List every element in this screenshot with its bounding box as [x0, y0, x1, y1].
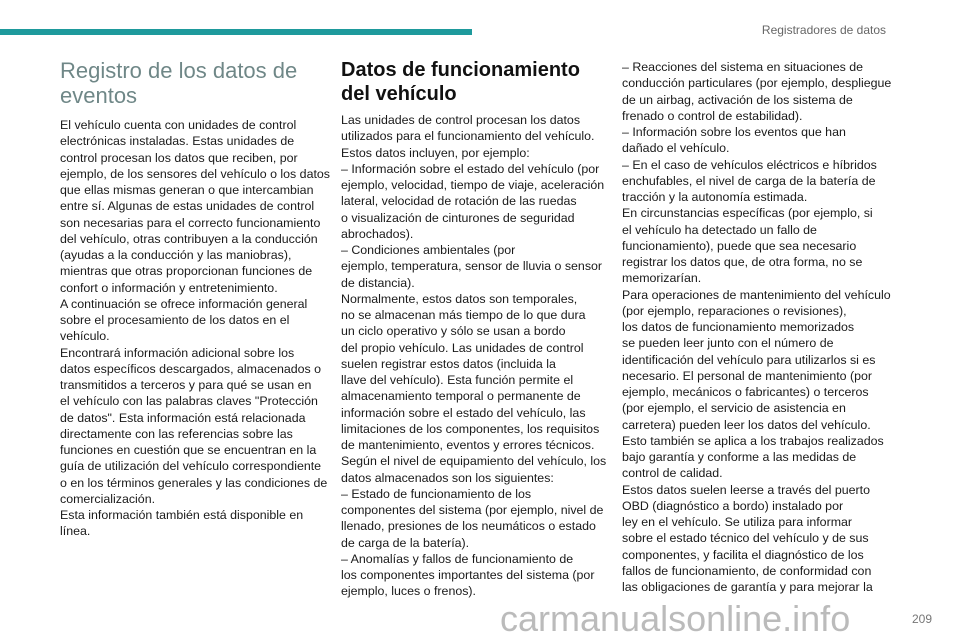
text-line: limitaciones de los componentes, los requisitos — [341, 421, 600, 436]
text-line: tracción y la autonomía estimada. — [622, 190, 808, 204]
text-line: un ciclo operativo y sólo se usan a bordo — [341, 324, 566, 339]
text-line: de datos". Esta información está relacionada — [60, 410, 306, 425]
text-line: Esta información también está disponible en — [60, 508, 304, 522]
text-line: ejemplo, mecánicos o fabricantes) o terceros — [622, 385, 869, 399]
text-line: línea. — [60, 524, 91, 539]
text-line: o visualización de cinturones de seguridad — [341, 210, 575, 225]
text-line: mientras que otras proporcionan funciones de — [60, 264, 313, 279]
text-line: – Estado de funcionamiento de los — [341, 486, 532, 501]
text-line: lateral, velocidad de rotación de las ruedas — [341, 194, 577, 209]
text-line: transmitidos a terceros y para qué se usan en — [60, 378, 312, 392]
text-line: componentes, y facilita el diagnóstico de los — [622, 547, 864, 562]
text-line: dañado el vehículo. — [622, 141, 730, 156]
text-line: funciones en cuestión que se encuentran en la — [60, 443, 317, 457]
text-line: ejemplo, velocidad, tiempo de viaje, aceleración — [341, 178, 605, 192]
text-line: sobre el procesamiento de los datos en el — [60, 313, 290, 327]
text-line: – Información sobre el estado del vehículo (por — [341, 161, 600, 176]
text-line: los datos de funcionamiento memorizados — [622, 320, 855, 334]
text-line: conducción particulares (por ejemplo, despliegue — [622, 76, 892, 91]
text-line: sobre el estado técnico del vehículo y de sus — [622, 531, 869, 546]
text-line: A continuación se ofrece información general — [60, 296, 308, 311]
text-line: información sobre el estado del vehículo, las — [341, 405, 586, 420]
text-line: entre sí. Algunas de estas unidades de control — [60, 199, 315, 214]
text-line: OBD (diagnóstico a bordo) instalado por — [622, 498, 844, 513]
text-line: de un airbag, activación de los sistema de — [622, 92, 853, 107]
text-line: registrar los datos que, de otra forma, no se — [622, 255, 863, 269]
text-line: o en los términos generales y las condiciones de — [60, 475, 328, 490]
text-line: abrochados). — [341, 226, 414, 241]
text-line: de carga de la batería). — [341, 535, 470, 550]
text-line: comercialización. — [60, 491, 156, 506]
text-line: control de calidad. — [622, 466, 723, 481]
text-line: utilizados para el funcionamiento del vehículo. — [341, 129, 595, 144]
text-line: vehículo. — [60, 329, 110, 344]
text-line: son necesarias para el correcto funcionamiento — [60, 215, 321, 230]
text-line: de distancia). — [341, 275, 415, 290]
column-event-data-recording — [60, 58, 330, 540]
text-line: ejemplo, temperatura, sensor de lluvia o sensor — [341, 259, 603, 274]
text-line: memorizarían. — [622, 271, 702, 286]
text-line: las obligaciones de garantía y para mejorar la — [622, 580, 873, 594]
text-line: – Reacciones del sistema en situaciones de — [622, 60, 864, 74]
text-line: funcionamiento), puede que sea necesario — [622, 238, 857, 253]
text-line: necesario. El personal de mantenimiento (por — [622, 368, 873, 383]
text-line: los componentes importantes del sistema (por — [341, 568, 595, 582]
text-line: ejemplo, luces o frenos). — [341, 584, 476, 599]
text-line: Normalmente, estos datos son temporales, — [341, 291, 578, 306]
text-line: de mantenimiento, eventos y errores técnicos. — [341, 438, 595, 452]
text-line: fallos de funcionamiento, de conformidad con — [622, 563, 872, 578]
body-text — [622, 59, 892, 595]
heading-line: Registro de los datos de — [60, 58, 298, 83]
text-line: enchufables, el nivel de carga de la batería de — [622, 173, 876, 188]
text-line: componentes del sistema (por ejemplo, nivel de — [341, 503, 604, 517]
text-line: del vehículo, otras contribuyen a la conducción — [60, 231, 318, 246]
text-line: que ellas mismas generan o que intercambian — [60, 183, 314, 197]
text-line: el vehículo con las palabras claves "Protección — [60, 394, 318, 409]
text-line: se pueden leer junto con el número de — [622, 336, 834, 351]
text-line: Estos datos suelen leerse a través del puerto — [622, 482, 870, 497]
text-line: carretera) pueden leer los datos del vehículo. — [622, 417, 871, 432]
text-line: identificación del vehículo para utilizarlos si es — [622, 352, 876, 367]
text-line: (por ejemplo, reparaciones o revisiones), — [622, 303, 847, 318]
text-line: llave del vehículo). Esta función permite el — [341, 373, 574, 387]
body-text — [60, 117, 330, 540]
text-line: datos específicos descargados, almacenados o — [60, 361, 322, 376]
text-line: suelen registrar estos datos (incluida la — [341, 356, 556, 371]
text-line: frenado o control de estabilidad). — [622, 108, 803, 123]
text-line: almacenamiento temporal o permanente de — [341, 389, 581, 404]
header-accent-bar — [0, 29, 472, 35]
text-line: Esto también se aplica a los trabajos realizados — [622, 433, 884, 448]
watermark-logo: carmanualsonline.info — [500, 598, 851, 639]
text-line: confort o información y entretenimiento. — [60, 280, 278, 295]
heading-operating-data — [341, 58, 611, 106]
text-line: – Anomalías y fallos de funcionamiento de — [341, 551, 574, 566]
text-line: guía de utilización del vehículo correspondiente — [60, 459, 322, 474]
text-line: electrónicas instaladas. Estas unidades de — [60, 134, 295, 149]
section-title: Registradores de datos — [761, 23, 886, 37]
column-continued — [622, 59, 892, 595]
heading-line: Datos de funcionamiento — [341, 59, 580, 81]
column-operating-data — [341, 58, 611, 600]
text-line: (por ejemplo, el servicio de asistencia en — [622, 401, 846, 416]
text-line: En circunstancias específicas (por ejemplo, si — [622, 206, 873, 221]
text-line: Según el nivel de equipamiento del vehículo, los — [341, 454, 607, 469]
body-text — [341, 112, 611, 600]
heading-line: eventos — [60, 83, 138, 108]
text-line: Estos datos incluyen, por ejemplo: — [341, 145, 530, 160]
text-line: Las unidades de control procesan los datos — [341, 113, 581, 127]
text-line: – En el caso de vehículos eléctricos e híbridos — [622, 157, 877, 172]
text-line: control procesan los datos que reciben, por — [60, 150, 298, 165]
text-line: no se almacenan más tiempo de lo que dura — [341, 308, 586, 322]
text-line: del propio vehículo. Las unidades de control — [341, 340, 584, 355]
text-line: el vehículo ha detectado un fallo de — [622, 222, 817, 237]
heading-line: del vehículo — [341, 83, 457, 105]
text-line: ejemplo, de los sensores del vehículo o los datos — [60, 166, 330, 181]
text-line: datos almacenados son los siguientes: — [341, 470, 554, 485]
page-number: 209 — [911, 612, 932, 626]
text-line: Para operaciones de mantenimiento del vehículo — [622, 287, 891, 302]
text-line: (ayudas a la conducción y las maniobras), — [60, 248, 292, 262]
text-line: llenado, presiones de los neumáticos o estado — [341, 519, 596, 534]
text-line: ley en el vehículo. Se utiliza para informar — [622, 515, 853, 529]
text-line: – Información sobre los eventos que han — [622, 125, 846, 139]
text-line: Encontrará información adicional sobre los — [60, 345, 295, 360]
text-line: El vehículo cuenta con unidades de control — [60, 118, 297, 132]
text-line: – Condiciones ambientales (por — [341, 243, 516, 257]
heading-event-data — [60, 58, 330, 108]
text-line: directamente con las referencias sobre las — [60, 426, 293, 441]
text-line: bajo garantía y conforme a las medidas de — [622, 450, 857, 464]
